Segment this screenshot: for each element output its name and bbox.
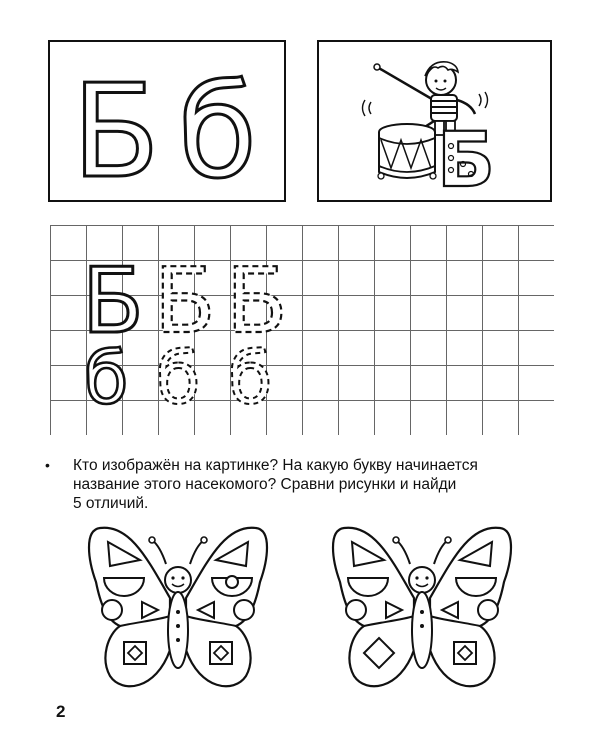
grid-row-lowercase <box>84 336 272 420</box>
butterfly-icon <box>78 520 278 698</box>
butterfly-left <box>78 520 278 703</box>
outlined-letter-upper: Б <box>72 58 160 200</box>
butterfly-icon <box>322 520 522 698</box>
boy-drumming-icon <box>319 42 550 200</box>
grid-letter-upper-dashed: Б <box>226 249 288 354</box>
grid-letter-lower-dashed: б <box>156 336 201 420</box>
bullet-icon: • <box>45 457 50 473</box>
page-number: 2 <box>56 702 66 721</box>
grid-letter-upper-solid: Б <box>82 249 144 354</box>
grid-letter-upper-dashed: Б <box>154 249 216 354</box>
task-line: название этого насекомого? Сравни рисунки и найди <box>73 476 457 493</box>
grid-letter-lower-solid: б <box>84 336 129 420</box>
grid-lines <box>50 225 554 435</box>
outlined-letters <box>50 42 284 200</box>
butterfly-right <box>322 520 522 703</box>
outlined-letter-lower: б <box>178 58 257 200</box>
dotted-letter: Б <box>437 115 495 200</box>
letter-display-box <box>48 40 286 202</box>
picture-box <box>317 40 552 202</box>
task-line: 5 отличий. <box>73 495 149 512</box>
grid-letter-lower-dashed: б <box>228 336 273 420</box>
writing-grid <box>50 225 554 440</box>
task-text <box>73 456 563 513</box>
task-line: Кто изображён на картинке? На какую букву начинается <box>73 457 478 474</box>
